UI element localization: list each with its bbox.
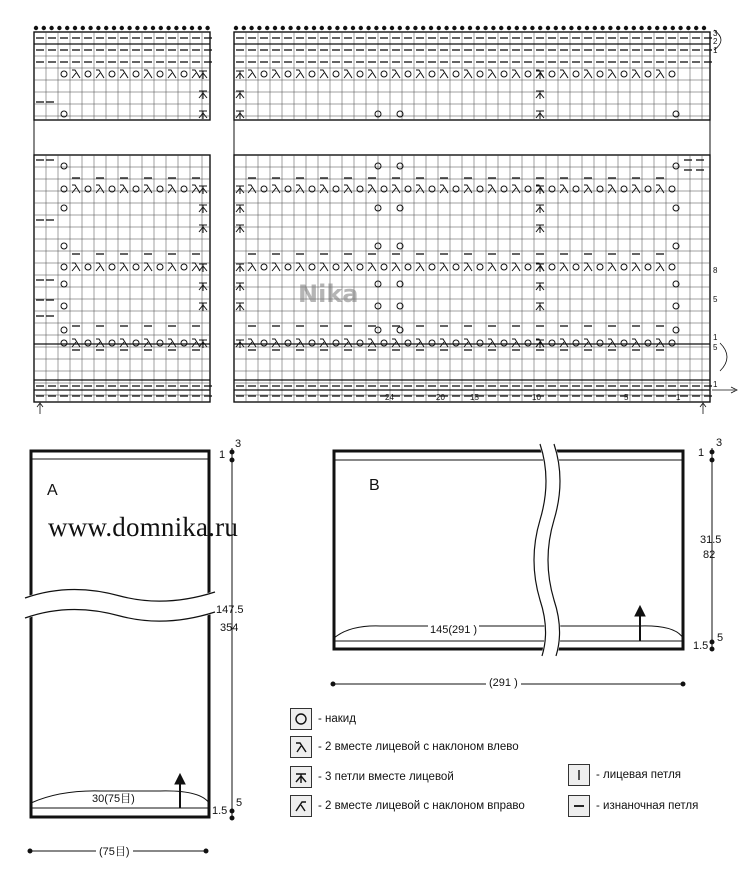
edge-dot [702,26,706,30]
row-number: 1 [713,46,718,55]
edge-dot [398,26,402,30]
edge-dot [312,26,316,30]
piece-b-top-rows: 3 [716,437,723,449]
piece-a-width-bottom: (75目) [96,843,133,859]
edge-dot [671,26,675,30]
edge-dot [104,26,108,30]
legend-purl [568,795,698,817]
piece-b-length-cm: 31.5 [700,534,722,546]
column-number: 20 [436,393,445,402]
edge-dot [65,26,69,30]
right-decrease-icon [290,795,312,817]
piece-a-label: A [47,482,58,499]
row-curl [720,343,727,371]
edge-dot [320,26,324,30]
legend-text: - накид [318,713,356,725]
edge-dot [182,26,186,30]
edge-dot [569,26,573,30]
edge-dot [600,26,604,30]
edge-dot [530,26,534,30]
edge-dot [663,26,667,30]
edge-dot [151,26,155,30]
column-number: 15 [470,393,479,402]
edge-dot [686,26,690,30]
row-number: 5 [713,295,718,304]
piece-b-width-bottom: (291 ) [486,677,521,689]
edge-dot [281,26,285,30]
edge-dot [546,26,550,30]
edge-dot [476,26,480,30]
edge-dot [405,26,409,30]
edge-dot [491,26,495,30]
column-number: 5 [624,393,629,402]
edge-dot [538,26,542,30]
start-arrow [37,403,43,414]
edge-dot [421,26,425,30]
edge-dot [73,26,77,30]
column-number: 24 [385,393,394,402]
three-together-icon [290,766,312,788]
edge-dot [437,26,441,30]
edge-dot [452,26,456,30]
edge-dot [88,26,92,30]
edge-dot [242,26,246,30]
row-number: 1 [713,333,718,342]
row-number: 3 [713,29,718,38]
edge-dot [174,26,178,30]
piece-b-top-cm: 1 [698,447,705,459]
piece-b-bottom-cm: 1.5 [693,640,709,652]
edge-dot [359,26,363,30]
edge-dot [429,26,433,30]
edge-dot [135,26,139,30]
edge-dot [304,26,308,30]
edge-dot [257,26,261,30]
edge-dot [390,26,394,30]
legend-text: - 2 вместе лицевой с наклоном вправо [318,800,525,812]
edge-dot [647,26,651,30]
legend-left-decrease [290,736,519,758]
edge-dot [127,26,131,30]
edge-dot [234,26,238,30]
edge-dot [694,26,698,30]
legend-right-decrease [290,795,525,817]
edge-dot [296,26,300,30]
piece-a-bottom-rows: 5 [236,797,243,809]
piece-b-outline [331,444,714,686]
piece-a-width: 30(75目) [92,793,135,805]
edge-dot [374,26,378,30]
edge-dot [198,26,202,30]
edge-dot [366,26,370,30]
legend-text: - 2 вместе лицевой с наклоном влево [318,741,519,753]
edge-dot [499,26,503,30]
legend-text: - лицевая петля [596,769,682,781]
edge-dot [343,26,347,30]
piece-a-length-rows: 354 [220,622,239,634]
row-number: 8 [713,266,718,275]
edge-dot [561,26,565,30]
edge-dot [639,26,643,30]
row-number: 5 [713,343,718,352]
edge-dot [159,26,163,30]
edge-dot [616,26,620,30]
legend-knit [568,764,681,786]
website-url: www.domnika.ru [48,512,239,542]
left-decrease-icon [290,736,312,758]
purl-stitch-icon [568,795,590,817]
edge-dot [327,26,331,30]
edge-dot [57,26,61,30]
edge-dot [444,26,448,30]
piece-a-length-cm: 147.5 [216,604,244,616]
edge-dot [335,26,339,30]
legend-text: - 3 петли вместе лицевой [318,771,454,783]
stitch-chart [0,0,746,420]
piece-b-width: 145(291 ) [430,624,478,636]
edge-dot [655,26,659,30]
piece-b-bottom-rows: 5 [717,632,724,644]
piece-b-length-rows: 82 [703,549,716,561]
edge-dot [81,26,85,30]
edge-dot [678,26,682,30]
edge-dot [120,26,124,30]
legend-text: - изнаночная петля [596,800,699,812]
edge-dot [577,26,581,30]
edge-dot [34,26,38,30]
column-number: 10 [532,393,541,402]
edge-dot [507,26,511,30]
edge-dot [608,26,612,30]
edge-dot [382,26,386,30]
legend-three-together [290,766,454,788]
edge-dot [624,26,628,30]
edge-dot [593,26,597,30]
edge-dot [515,26,519,30]
column-number: 1 [676,393,681,402]
watermark-logo: Nika [298,280,359,308]
edge-dot [554,26,558,30]
edge-dot [42,26,46,30]
edge-dot [585,26,589,30]
edge-dot [190,26,194,30]
edge-dot [265,26,269,30]
edge-dot [205,26,209,30]
edge-dot [143,26,147,30]
piece-a-top-rows: 3 [235,438,242,450]
edge-dot [351,26,355,30]
row-number: 1 [713,380,718,389]
start-arrow [700,403,706,414]
edge-dot [96,26,100,30]
edge-dot [273,26,277,30]
edge-dot [413,26,417,30]
edge-dot [632,26,636,30]
piece-a-bottom-cm: 1.5 [212,805,228,817]
edge-dot [166,26,170,30]
piece-a-top-cm: 1 [219,449,226,461]
edge-dot [249,26,253,30]
edge-dot [522,26,526,30]
knit-stitch-icon [568,764,590,786]
edge-dot [49,26,53,30]
legend-yarn-over [290,708,356,730]
edge-dot [288,26,292,30]
edge-dot [460,26,464,30]
yarn-over-icon [290,708,312,730]
chart-block-bottom-right [234,155,710,402]
edge-dot [483,26,487,30]
edge-dot [112,26,116,30]
row-number: 2 [713,37,718,46]
edge-dot [468,26,472,30]
piece-b-label: B [369,477,380,494]
